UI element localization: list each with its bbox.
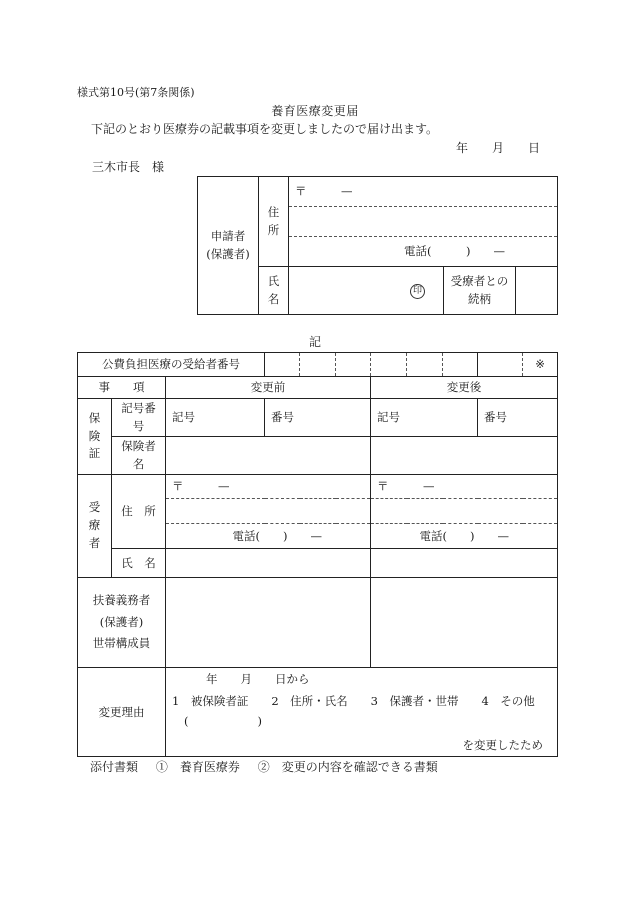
ki-heading: 記 <box>308 335 321 349</box>
note-mark: ※ <box>523 353 558 377</box>
after-phone[interactable]: 電話( ) — <box>371 524 558 549</box>
date-day-label: 日 <box>528 141 541 155</box>
supporter-label: 扶養義務者 (保護者) 世帯構成員 <box>78 578 166 668</box>
recipient-digit-3[interactable] <box>336 353 371 377</box>
phone-line: 電話( ) — <box>289 236 557 266</box>
insurance-label: 保 険 証 <box>78 399 112 475</box>
date-year-label: 年 <box>456 141 469 155</box>
attachments <box>90 760 452 775</box>
patient-label: 受 療 者 <box>78 475 112 578</box>
before-insurer-field[interactable] <box>166 437 371 475</box>
before-phone[interactable]: 電話( ) — <box>166 524 371 549</box>
applicant-table <box>197 176 558 315</box>
recipient-digit-2[interactable] <box>300 353 336 377</box>
attachments-label: 添付書類 <box>90 760 139 774</box>
recipient-digit-7[interactable] <box>478 353 523 377</box>
seal-mark: 印 <box>410 284 425 299</box>
recipient-digit-6[interactable] <box>443 353 478 377</box>
hokensha-label: 保険者 名 <box>112 437 166 475</box>
applicant-name-field[interactable] <box>289 267 444 315</box>
attachment-1: ① 養育医療券 <box>155 760 240 774</box>
col-after-header: 変更後 <box>371 377 558 399</box>
applicant-address-field[interactable] <box>289 177 558 267</box>
patient-address-label: 住 所 <box>112 475 166 549</box>
change-table <box>77 352 558 757</box>
before-address-line[interactable] <box>166 499 371 524</box>
reason-label: 変更理由 <box>78 668 166 757</box>
reason-suffix: を変更したため <box>462 738 544 752</box>
recipient-digit-4[interactable] <box>371 353 407 377</box>
name-label: 氏 名 <box>259 267 289 315</box>
after-insurer-field[interactable] <box>371 437 558 475</box>
applicant-label: 申請者 (保護者) <box>198 177 259 315</box>
attachment-2: ② 変更の内容を確認できる書類 <box>257 760 438 774</box>
after-postal[interactable]: 〒 — <box>371 475 558 499</box>
kigou-bangou-label: 記号番 号 <box>112 399 166 437</box>
before-patient-name[interactable] <box>166 549 371 578</box>
patient-name-label: 氏 名 <box>112 549 166 578</box>
recipient-digit-5[interactable] <box>407 353 443 377</box>
reason-field[interactable] <box>166 668 558 757</box>
relation-field[interactable] <box>516 267 558 315</box>
after-kigou-field[interactable]: 記号 <box>371 399 478 437</box>
col-item-header: 事 項 <box>78 377 166 399</box>
before-supporter-field[interactable] <box>166 578 371 668</box>
postal-line: 〒 — <box>295 184 353 199</box>
recipient-digit-1[interactable] <box>265 353 300 377</box>
after-supporter-field[interactable] <box>371 578 558 668</box>
col-before-header: 変更前 <box>166 377 371 399</box>
after-bangou-field[interactable]: 番号 <box>478 399 558 437</box>
before-kigou-field[interactable]: 記号 <box>166 399 265 437</box>
addressee: 三木市長 様 <box>92 160 165 174</box>
address-line[interactable] <box>289 206 557 236</box>
recipient-number-label: 公費負担医療の受給者番号 <box>78 353 265 377</box>
intro-text: 下記のとおり医療券の記載事項を変更しましたので届け出ます。 <box>91 122 439 136</box>
reason-other: ( ) <box>184 714 262 728</box>
after-address-line[interactable] <box>371 499 558 524</box>
date-month-label: 月 <box>492 141 505 155</box>
form-number: 様式第10号(第7条関係) <box>77 86 195 99</box>
after-patient-name[interactable] <box>371 549 558 578</box>
address-label: 住 所 <box>259 177 289 267</box>
relation-label: 受療者との 続柄 <box>444 267 516 315</box>
before-postal[interactable]: 〒 — <box>166 475 371 499</box>
reason-date: 年 月 日から <box>206 672 310 686</box>
before-bangou-field[interactable]: 番号 <box>265 399 371 437</box>
form-title: 養育医療変更届 <box>271 104 359 118</box>
reason-options: 1 被保険者証 2 住所・氏名 3 保護者・世帯 4 その他 <box>172 694 535 708</box>
